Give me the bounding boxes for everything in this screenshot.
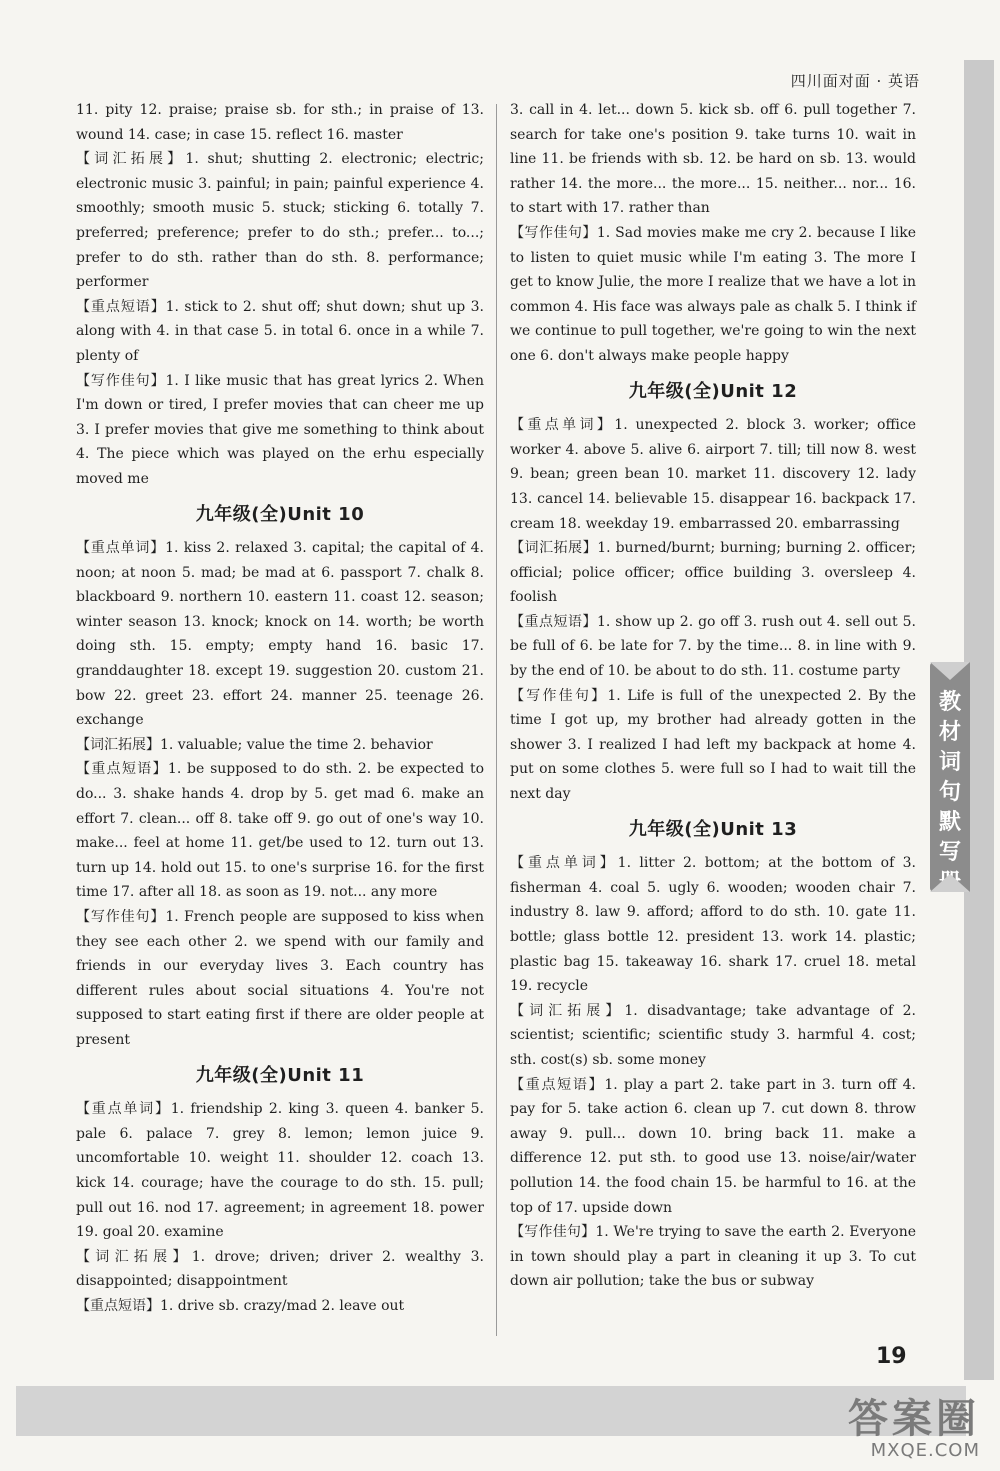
side-tab-label: 教材词句默写册	[938, 690, 961, 895]
unit-10-heading: 九年级(全)Unit 10	[195, 503, 365, 525]
right-block-1: 【写作佳句】1. Sad movies make me cry 2. because I like to listen to quiet music while I'm eating 3. The more I get to know Julie, the more I realize that we have a lot in common 4. His face was always pale as chalk 5. I think if we continue to pull together, we're going to win the next one 6. don't always make people happy	[510, 224, 916, 364]
right-block-4: 【词汇拓展】1. burned/burnt; burning; burning 2. officer; official; police officer; office building 3. oversleep 4. foolish	[510, 540, 916, 606]
right-block-8: 【重点单词】1. litter 2. bottom; at the bottom of 3. fisherman 4. coal 5. ugly 6. wooden; wooden chair 7. industry 8. law 9. afford; afford to do sth. 10. gate 11. bottle; glass bottle 12. president 13. work 14. plastic; plastic bag 15. takeaway 16. shark 17. cruel 18. metal 19. recycle	[510, 855, 916, 995]
right-block-3: 【重点单词】1. unexpected 2. block 3. worker; office worker 4. above 5. alive 6. airport 7. till; till now 8. west 9. bean; green bean 10. market 11. discovery 12. lady 13. cancel 14. believable 15. disappear 16. backpack 17. cream 18. weekday 19. embarrassed 20. embarrassing	[510, 417, 916, 532]
right-column	[510, 98, 916, 1294]
right-block-10: 【重点短语】1. play a part 2. take part in 3. turn off 4. pay for 5. take action 6. clean up 7. cut down 8. throw away 9. pull... down 10. bring back 11. make a difference 12. put sth. to good use 13. noise/air/water pollution 14. the food chain 15. be harmful to 16. at the top of 17. upside down	[510, 1076, 916, 1216]
watermark-text: 答案圈	[848, 1396, 980, 1442]
right-block-9: 【词汇拓展】1. disadvantage; take advantage of 2. scientist; scientific; scientific study 3. harmful 4. cost; sth. cost(s) sb. some money	[510, 1002, 916, 1068]
left-block-6: 【词汇拓展】1. valuable; value the time 2. behavior	[76, 736, 433, 753]
left-block-10: 【重点单词】1. friendship 2. king 3. queen 4. banker 5. pale 6. palace 7. grey 8. lemon; lemon juice 9. uncomfortable 10. weight 11. shoulder 12. coach 13. kick 14. courage; have the courage to do sth. 15. pull; pull out 16. nod 17. agreement; in agreement 18. power 19. goal 20. examine	[76, 1101, 484, 1241]
left-block-3: 【写作佳句】1. I like music that has great lyrics 2. When I'm down or tired, I prefer movies that can cheer me up 3. I prefer movies that give me something to think about 4. The piece which was played on the erhu especially moved me	[76, 372, 484, 487]
right-block-6: 【写作佳句】1. Life is full of the unexpected 2. By the time I got up, my brother had already gotten in the shower 3. I realized I had left my backpack at home 4. put on some clothes 5. were full so I had to wait till the next day	[510, 687, 916, 803]
left-block-11: 【词汇拓展】1. drove; driven; driver 2. wealthy 3. disappointed; disappointment	[76, 1248, 484, 1290]
unit-12-heading: 九年级(全)Unit 12	[628, 380, 798, 402]
tab-notch-bottom	[930, 874, 970, 892]
section-side-tab	[930, 662, 970, 895]
left-block-1: 【词汇拓展】1. shut; shutting 2. electronic; electric; electronic music 3. painful; in pain; painful experience 4. smoothly; smooth music 5. stuck; sticking 6. totally 7. preferred; preference; prefer to do sth.; prefer... to...; prefer to do sth. rather than do sth. 8. performance; performer	[76, 151, 484, 291]
unit-13-heading: 九年级(全)Unit 13	[628, 818, 798, 840]
right-block-11: 【写作佳句】1. We're trying to save the earth 2. Everyone in town should play a part in cleaning it up 3. To cut down air pollution; take the bus or subway	[510, 1224, 916, 1290]
watermark-url: MXQE.COM	[870, 1440, 980, 1461]
left-block-8: 【写作佳句】1. French people are supposed to kiss when they see each other 2. we spend with our family and friends in our everyday lives 3. Each country has different rules about social situations 4. You're not supposed to start eating first if there are older people at present	[76, 909, 484, 1048]
left-block-2: 【重点短语】1. stick to 2. shut off; shut down; shut up 3. along with 4. in that case 5. in total 6. once in a while 7. plenty of	[76, 298, 484, 364]
left-block-0: 11. pity 12. praise; praise sb. for sth.; in praise of 13. wound 14. case; in case 15. reflect 16. master	[76, 102, 484, 143]
running-header: 四川面对面 · 英语	[790, 72, 920, 90]
tab-notch-top	[930, 662, 970, 680]
column-divider	[496, 104, 497, 1336]
unit-11-heading: 九年级(全)Unit 11	[195, 1064, 365, 1086]
left-block-12: 【重点短语】1. drive sb. crazy/mad 2. leave out	[76, 1297, 405, 1314]
right-block-5: 【重点短语】1. show up 2. go off 3. rush out 4. sell out 5. be full of 6. be late for 7. by the time... 8. in line with 9. by the end of 10. be about to do sth. 11. costume party	[510, 613, 916, 680]
right-block-0: 3. call in 4. let... down 5. kick sb. off 6. pull together 7. search for take one's position 9. take turns 10. wait in line 11. be friends with sb. 12. be hard on sb. 13. would rather 14. the more... the more... 15. neither... nor... 16. to start with 17. rather than	[510, 102, 916, 217]
left-block-7: 【重点短语】1. be supposed to do sth. 2. be expected to do... 3. shake hands 4. drop by 5. get mad 6. make an effort 7. clean... off 8. take off 9. go out of one's way 10. make... feel at home 11. get/be used to 12. turn out 13. turn up 14. hold out 15. to one's surprise 16. for the first time 17. after all 18. as soon as 19. not... any more	[76, 761, 484, 901]
left-column	[76, 98, 484, 1319]
left-block-5: 【重点单词】1. kiss 2. relaxed 3. capital; the capital of 4. noon; at noon 5. mad; be mad at 6. passport 7. chalk 8. blackboard 9. northern 10. eastern 11. coast 12. season; winter season 13. knock; knock on 14. worth; be worth doing sth. 15. empty; empty hand 16. basic 17. granddaughter 18. except 19. suggestion 20. custom 21. bow 22. greet 23. effort 24. manner 25. teenage 26. exchange	[76, 540, 484, 729]
watermark-logo	[848, 1387, 980, 1461]
page-number: 19	[876, 1344, 907, 1369]
bottom-bar	[16, 1386, 966, 1436]
